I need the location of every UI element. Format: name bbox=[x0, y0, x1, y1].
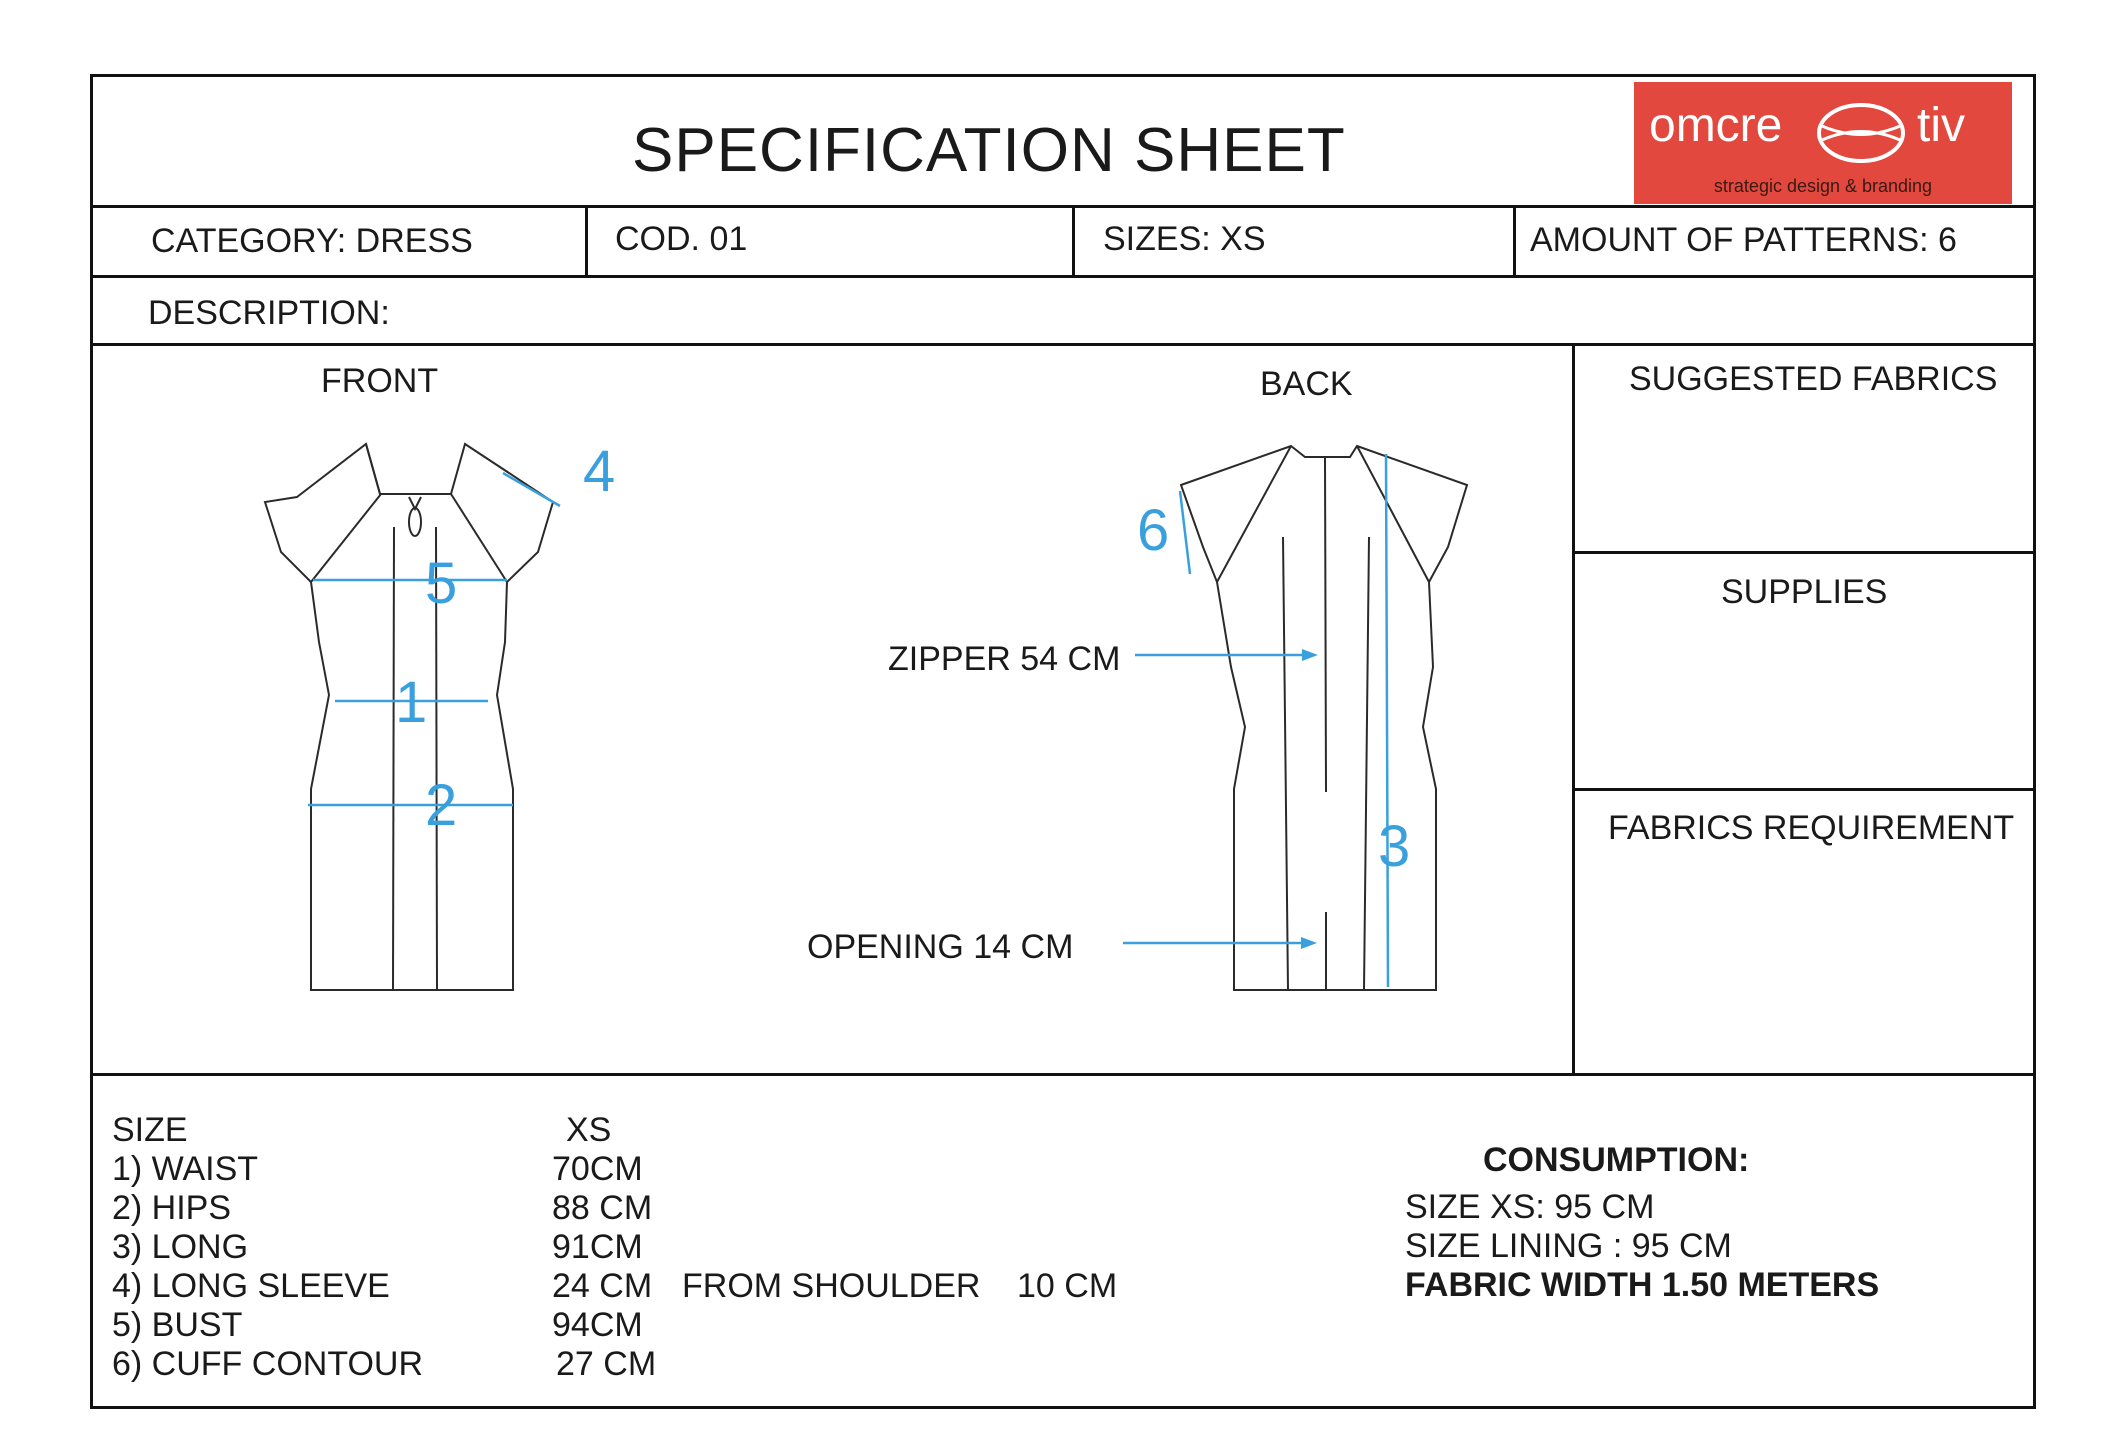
arrow-heads bbox=[1301, 649, 1318, 949]
marker-6: 6 bbox=[1137, 498, 1170, 563]
fabrics-requirement-label: FABRICS REQUIREMENT bbox=[1608, 809, 2015, 847]
marker-1: 1 bbox=[395, 670, 428, 735]
logo-tagline: strategic design & branding bbox=[1713, 176, 1933, 196]
measurement-lines bbox=[308, 454, 1388, 987]
sizes-field: SIZES: XS bbox=[1103, 220, 1266, 258]
marker-3: 3 bbox=[1378, 814, 1411, 879]
from-shoulder-label: FROM SHOULDER bbox=[682, 1267, 981, 1305]
size-header: SIZE bbox=[112, 1111, 188, 1149]
measure-value: 24 CM bbox=[552, 1267, 653, 1305]
logo-text-right: tiv bbox=[1917, 99, 1965, 152]
from-shoulder-value: 10 CM bbox=[1017, 1267, 1118, 1305]
front-view-label: FRONT bbox=[321, 362, 439, 400]
measure-label: 3) LONG bbox=[112, 1228, 249, 1266]
measure-label: 2) HIPS bbox=[112, 1189, 232, 1227]
marker-5: 5 bbox=[425, 551, 458, 616]
back-dress-sketch bbox=[1181, 446, 1467, 990]
measure-value: 94CM bbox=[552, 1306, 643, 1344]
patterns-field: AMOUNT OF PATTERNS: 6 bbox=[1530, 221, 1957, 259]
description-label: DESCRIPTION: bbox=[148, 294, 390, 332]
code-field: COD. 01 bbox=[615, 220, 748, 258]
opening-label: OPENING 14 CM bbox=[807, 928, 1074, 966]
consumption-fabric-width: FABRIC WIDTH 1.50 METERS bbox=[1405, 1266, 1880, 1304]
measure-label: 1) WAIST bbox=[112, 1150, 259, 1188]
specification-sheet bbox=[90, 74, 2036, 1409]
back-view-label: BACK bbox=[1260, 365, 1353, 403]
arrow-right-icon bbox=[1301, 937, 1317, 949]
page-title: SPECIFICATION SHEET bbox=[632, 116, 1346, 185]
marker-4: 4 bbox=[583, 439, 616, 504]
measure-value: 70CM bbox=[552, 1150, 643, 1188]
suggested-fabrics-label: SUGGESTED FABRICS bbox=[1629, 360, 1998, 398]
consumption-size-lining: SIZE LINING : 95 CM bbox=[1405, 1227, 1732, 1265]
consumption-title: CONSUMPTION: bbox=[1483, 1141, 1750, 1179]
supplies-label: SUPPLIES bbox=[1721, 573, 1888, 611]
measure-label: 6) CUFF CONTOUR bbox=[112, 1345, 424, 1383]
consumption-size-xs: SIZE XS: 95 CM bbox=[1405, 1188, 1655, 1226]
category-field: CATEGORY: DRESS bbox=[151, 222, 473, 260]
measure-label: 4) LONG SLEEVE bbox=[112, 1267, 390, 1305]
measure-value: 27 CM bbox=[556, 1345, 657, 1383]
logo-text-left: omcre bbox=[1649, 99, 1783, 152]
size-value: XS bbox=[566, 1111, 612, 1149]
marker-2: 2 bbox=[425, 773, 458, 838]
measure-value: 91CM bbox=[552, 1228, 643, 1266]
measure-label: 5) BUST bbox=[112, 1306, 243, 1344]
arrow-right-icon bbox=[1302, 649, 1318, 661]
measure-value: 88 CM bbox=[552, 1189, 653, 1227]
garment-flat-sketch bbox=[93, 77, 2039, 1412]
zipper-label: ZIPPER 54 CM bbox=[888, 640, 1121, 678]
